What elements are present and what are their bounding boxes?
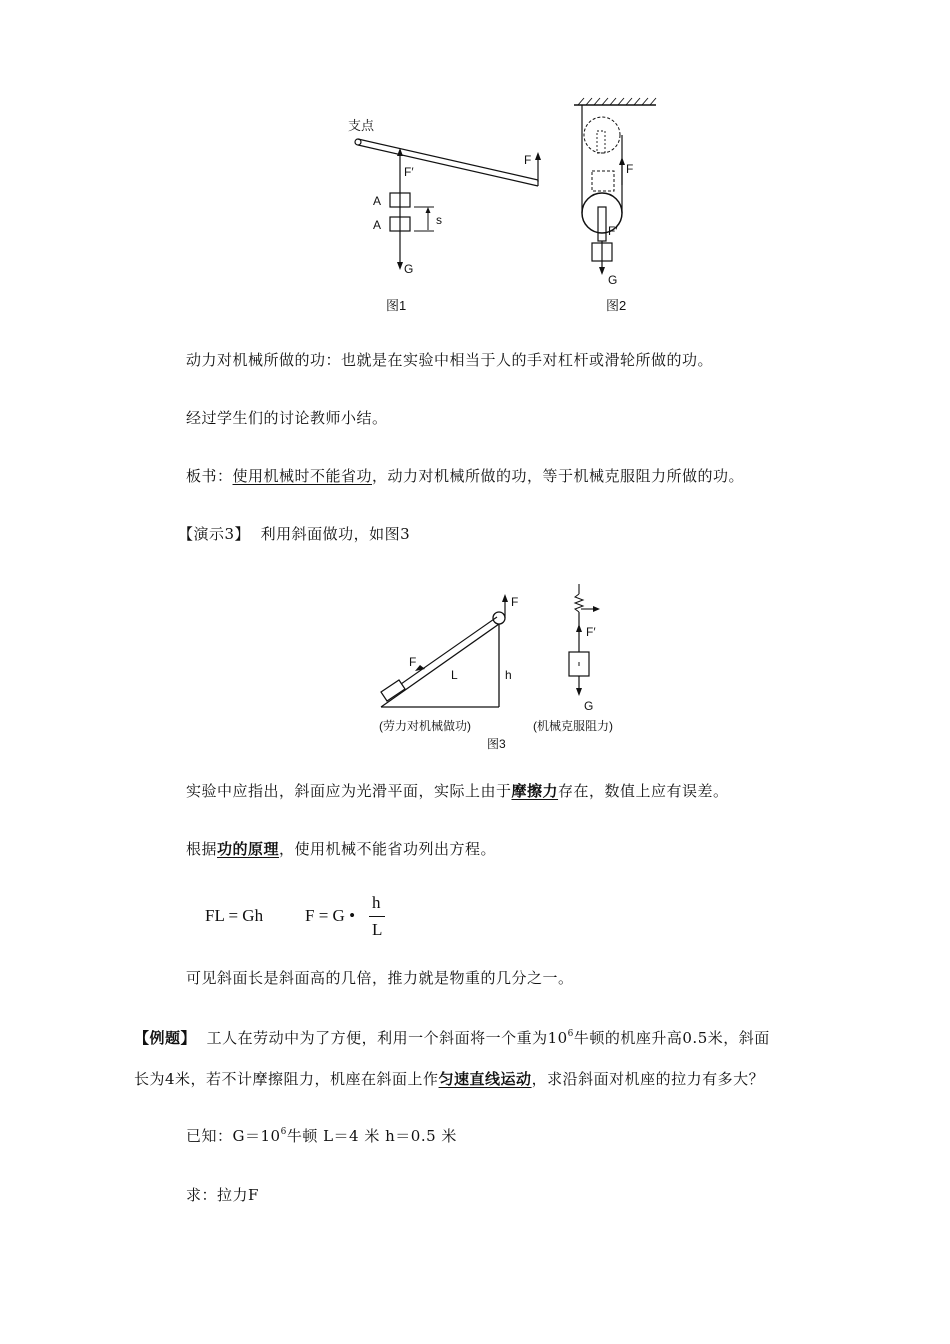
force-f-prime-label: F′ xyxy=(404,165,414,179)
example-line-1 xyxy=(134,1028,770,1048)
force-f-top-label: F xyxy=(511,595,519,609)
known-rest: 牛顿 L＝4 米 h＝0.5 米 xyxy=(286,1127,457,1145)
paragraph-blackboard xyxy=(186,466,744,486)
pulley-axle-frame xyxy=(598,207,606,241)
figure-2-caption: 图2 xyxy=(606,298,627,313)
block-a-bottom-label: A xyxy=(373,218,382,232)
block-a-top-label: A xyxy=(373,194,382,208)
figure-2-pulley xyxy=(560,95,670,320)
paragraph-work-by-force: 动力对机械所做的功：也就是在实验中相当于人的手对杠杆或滑轮所做的功。 xyxy=(186,351,714,369)
force-f-label: F xyxy=(626,162,634,176)
length-l-label: L xyxy=(451,668,458,682)
weight-g-label: G xyxy=(404,262,414,276)
work-principle-after: ，使用机械不能省功列出方程。 xyxy=(279,840,497,858)
left-caption: (劳力对机械做功) xyxy=(379,719,471,733)
example-line-2 xyxy=(134,1069,764,1089)
rope-along-incline xyxy=(401,617,497,684)
known-prefix: 已知：G＝10 xyxy=(186,1127,281,1145)
blackboard-prefix: 板书： xyxy=(186,467,233,485)
paragraph-work-principle xyxy=(186,839,496,859)
fraction-bar xyxy=(369,916,385,917)
example-line-1-a: 工人在劳动中为了方便，利用一个斜面将一个重为10 xyxy=(206,1029,568,1047)
weight-g-label: G xyxy=(584,699,594,713)
blackboard-rest: ，动力对机械所做的功，等于机械克服阻力所做的功。 xyxy=(372,467,745,485)
uniform-motion-term: 匀速直线运动 xyxy=(438,1070,532,1088)
example-exponent: 6 xyxy=(567,1029,574,1039)
lever-bar-top xyxy=(358,139,538,180)
figure-1-caption: 图1 xyxy=(386,298,407,313)
demo-3-text: 利用斜面做功，如图3 xyxy=(260,525,411,543)
example-line-1-b: 牛顿的机座升高0.5米，斜面 xyxy=(573,1029,770,1047)
work-principle-before: 根据 xyxy=(186,840,218,858)
principle-underlined: 使用机械时不能省功 xyxy=(232,467,373,485)
paragraph-conclusion: 可见斜面长是斜面高的几倍，推力就是物重的几分之一。 xyxy=(186,969,574,987)
displacement-s-label: s xyxy=(436,213,442,227)
known-values xyxy=(186,1126,457,1146)
paragraph-friction-note xyxy=(186,781,729,801)
paragraph-demo-3 xyxy=(178,524,410,544)
example-line-2-b: ，求沿斜面对机座的拉力有多大？ xyxy=(531,1070,765,1088)
fraction-numerator: h xyxy=(372,893,381,912)
example-tag: 【例题】 xyxy=(134,1029,197,1047)
force-f-label: F xyxy=(524,153,532,167)
equation-fl-gh: FL = Gh xyxy=(205,906,264,925)
fulcrum-label: 支点 xyxy=(348,118,375,133)
right-caption: (机械克服阻力) xyxy=(533,719,613,733)
force-f-prime-label: F′ xyxy=(608,224,618,238)
demo-3-tag: 【演示3】 xyxy=(178,525,251,543)
work-principle-term: 功的原理 xyxy=(217,840,280,858)
friction-term: 摩擦力 xyxy=(511,782,559,800)
find-statement: 求：拉力F xyxy=(186,1186,259,1204)
pulley-dashed-position xyxy=(584,117,620,153)
fraction-denominator: L xyxy=(372,920,383,939)
height-h-label: h xyxy=(505,668,512,682)
example-line-2-a: 长为4米，若不计摩擦阻力，机座在斜面上作 xyxy=(134,1070,439,1088)
force-f-incline-label: F xyxy=(409,655,417,669)
known-exponent: 6 xyxy=(280,1127,287,1137)
figure-3-caption: 图3 xyxy=(487,737,506,751)
incline-slope xyxy=(381,624,499,707)
friction-note-before: 实验中应指出，斜面应为光滑平面，实际上由于 xyxy=(186,782,512,800)
lever-bar-bottom xyxy=(358,145,538,186)
figure-1-lever xyxy=(330,110,560,320)
paragraph-teacher-summary: 经过学生们的讨论教师小结。 xyxy=(186,409,388,427)
weight-g-label: G xyxy=(608,273,618,287)
force-f-prime-label: F′ xyxy=(586,625,596,639)
equation-f-g-left: F = G • xyxy=(305,906,356,925)
friction-note-after: 存在，数值上应有误差。 xyxy=(558,782,729,800)
weight-dashed-position xyxy=(592,171,614,191)
figure-3-incline xyxy=(375,580,665,755)
